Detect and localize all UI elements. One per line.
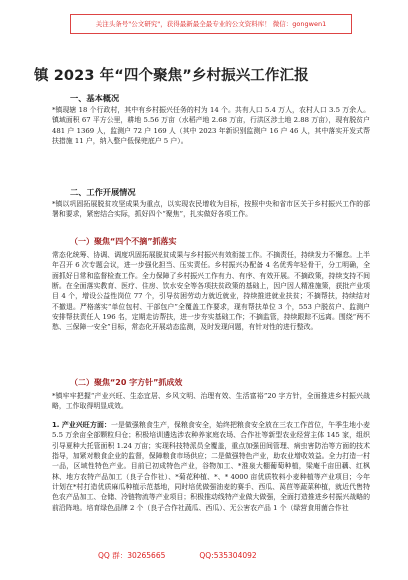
industry-paragraph [52,420,370,542]
four-no-paragraph: 常态化统筹、协调、调度巩固拓展脱贫成果与乡村振兴有效衔接工作。不摘责任，持续发力不懈怠。上半年召开 6 次专题会议，进一步强化担当、压实责任。乡村振兴办配备 4 名优秀年轻骨干，分工明确，全面抓好日常和监督检查工作。全力保障了乡村振兴工作有力、有序、有效开展。不摘政策，持续支持不间断。在全面落实教育、医疗、住房、饮水安全等各项扶贫政策的基础上，因户因人精准施策，获批产业项目 4 个，增设公益性岗位 77 个，引导贫困劳动力就近就业，持续推进就业扶贫；不摘帮扶，持续结对不撤退。严格落实“单位包村、干部包户”全覆盖工作要求，现有帮扶单位 3 个，553 户脱贫户、监测户安排帮扶责任人 196 名，定期走访帮扶，进一步夯实基础工作；不摘监管，持续跟踪不远离。围绕“两不愁、三保障一安全”目标，常态化开展动态监测，及时发现问题，有针对性的进行整改。 [52,251,370,332]
footer-qq: QQ:535304092 [199,551,257,560]
industry-lead: 1. 产业兴旺方面： [52,421,111,429]
twenty-words-paragraph: *镇牢牢把握“产业兴旺、生态宜居、乡风文明、治理有效、生活富裕”20 字方针，全面推进乡村振兴战略，工作取得明显成效。 [52,392,370,411]
document-title: 镇 2023 年“四个聚焦”乡村振兴工作汇报 [34,68,309,84]
promo-banner: 关注头条号"公文研究"，获得最新最全最专业的公文资料库！ 微信：gongwen1 [70,14,352,34]
section-heading-overview: 一、基本概况 [70,93,120,103]
subsection-heading-twenty-words: （二）聚焦“20 字方针”抓成效 [70,378,183,387]
industry-body: 一是做强粮食生产，保粮食安全，始终把粮食安全放在三农工作首位，午季生地小麦 5.5 万余亩全部颗粒归仓；积极培训遴选涉农种养家庭农场、合作社等新型农业经营主体 145 家，组织引导夏种大托管面积 1.24 万亩；实现科技特派员全覆盖，重点加强田间管理、病虫害防治等方面的技术指导，加紧对粮食企业的监督，保障粮食市场供应；二是做强特色产业，助农业增收效益。全力打造一村一品，区域性特色产业。目前已初成特色产业，谷物加工、*淮泉大棚葡萄种植，梁庵千亩田藕、红枫林、地方农特产品加工（良子合作社）、*菊花种植、*、* 4000 亩优质牧料小麦种植等产业项目；今年计划在*村打造优质麻瓜种植示范基地，同时培优做强油麦的赛手、西瓜、莴苣等蔬菜种植，就近代售特色农产品加工、仓储、冷链物流等产业项目；积极推动线特产业做大做强，全面打造推进乡村振兴战略的前沿阵地。培育绿色品牌 2 个（良子合作社蔬瓜、西瓜）、无公害农产品 1 个（绿营食用菌合作社 [52,421,370,512]
subsection-heading-four-no: （一）聚焦“四个不摘”抓落实 [70,237,177,246]
footer-contact [98,550,291,561]
work-intro-paragraph: *镇以巩固拓展脱贫攻坚成果为重点，以实现农民增收为目标，按照中央和省市区关于乡村振兴工作的部署和要求，紧密结合实际，抓好四个“聚焦”，扎实做好各项工作。 [52,200,370,219]
footer-qq-group: QQ 群：30265665 [98,551,166,560]
section-heading-work: 二、工作开展情况 [70,187,136,197]
overview-paragraph: *镇现辖 18 个行政村，其中有乡村振兴任务的村为 14 个。共有人口 5.4 万人，农村人口 3.5 万余人。镇域面积 67 平方公里，耕地 5.56 万亩（水稻产地 2.68 万亩，行洪区涉土地 2.88 万亩），现有脱贫户 481 户 1369 人，监测户 72 户 169 人（其中 2023 年新识别监测户 16 户 46 人，其中落实开发式帮扶措施 11 户，纳入整户低保兜底户 5 户）。 [52,106,370,146]
